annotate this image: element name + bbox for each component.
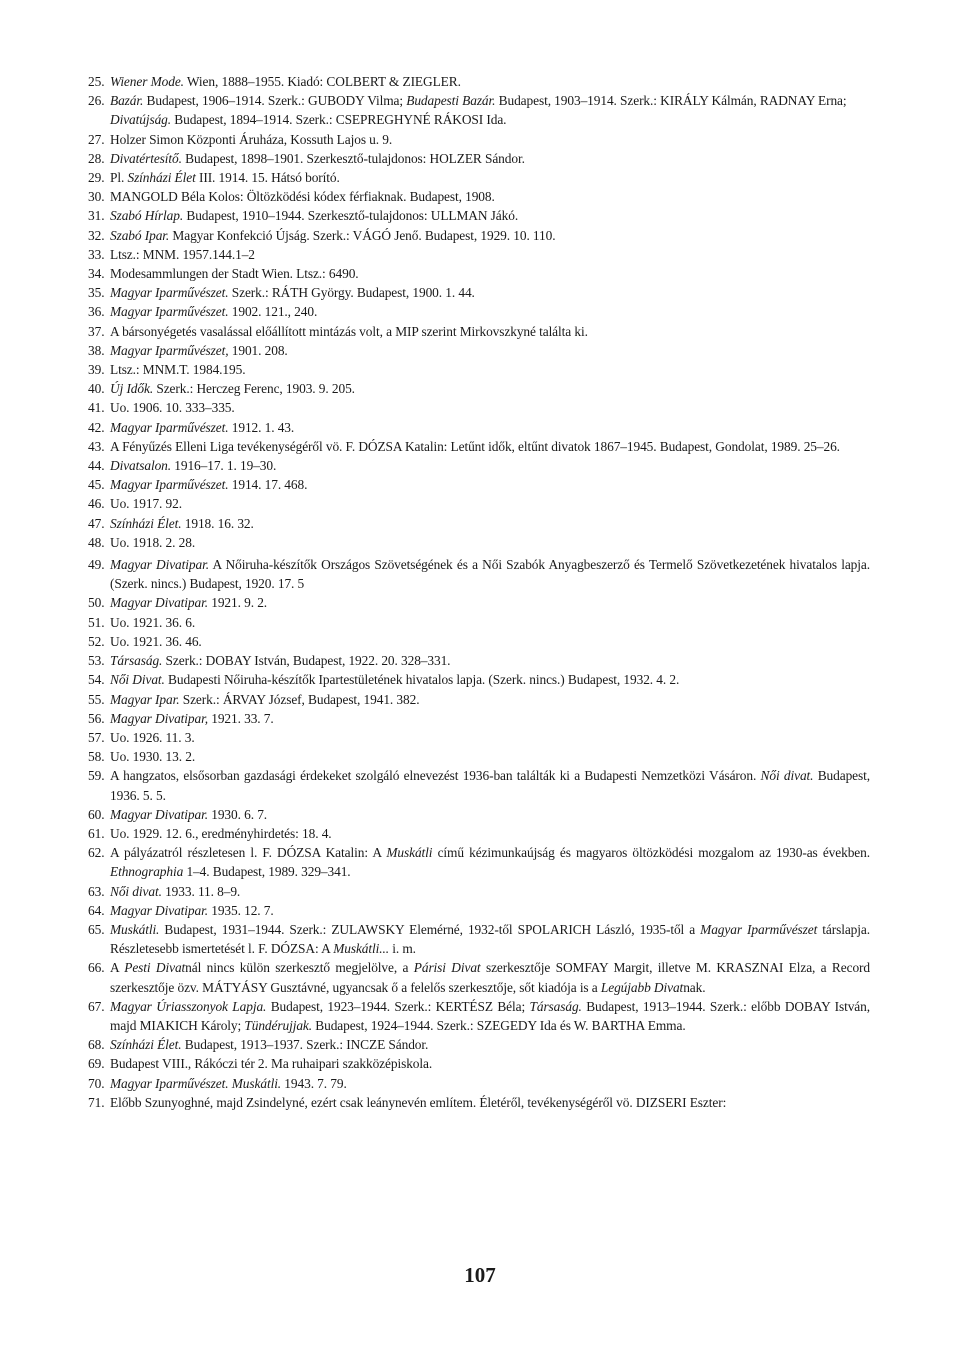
endnote-title-italic: Szabó Ipar. xyxy=(110,227,170,243)
endnote-text-segment: Budapest, 1906–1914. Szerk.: GUBODY Vilma; xyxy=(143,93,407,109)
endnote-number: 59. xyxy=(88,768,105,784)
endnote-item xyxy=(88,475,870,494)
endnote-number: 54. xyxy=(88,672,105,688)
endnote-number: 61. xyxy=(88,825,105,841)
endnote-title-italic: Magyar Iparművészet. xyxy=(110,1075,229,1091)
endnote-text-segment: 1–4. Budapest, 1989. 329–341. xyxy=(183,864,351,880)
endnote-text xyxy=(110,672,679,687)
endnote-number: 67. xyxy=(88,998,105,1014)
endnote-text-segment: Szerk.: ÁRVAY József, Budapest, 1941. 382. xyxy=(179,691,420,707)
endnote-text xyxy=(110,1095,726,1110)
endnote-number: 48. xyxy=(88,534,105,550)
endnote-title-italic: Budapesti Bazár. xyxy=(406,93,496,109)
endnote-text xyxy=(110,132,392,147)
endnote-number: 68. xyxy=(88,1037,105,1053)
endnote-text-segment: A pályázatról részletesen l. F. DÓZSA Katalin: A xyxy=(110,845,387,861)
endnote-title-italic: Muskátli... xyxy=(333,941,389,957)
endnote-number: 70. xyxy=(88,1075,105,1091)
endnote-number: 44. xyxy=(88,458,105,474)
endnote-text-segment: Uo. 1917. 92. xyxy=(110,496,182,512)
endnote-text xyxy=(110,304,317,319)
endnote-text-segment: Budapest VIII., Rákóczi tér 2. Ma ruhaipari szakközépiskola. xyxy=(110,1056,433,1072)
endnote-text xyxy=(110,634,202,649)
endnote-number: 43. xyxy=(88,438,105,454)
endnote-text-segment: A bársonyégetés vasalással előállított mintázás volt, a MIP szerint Mirkovszkyné találta ki. xyxy=(110,323,588,339)
endnote-item xyxy=(88,322,870,341)
endnote-item xyxy=(88,593,870,612)
endnote-item xyxy=(88,264,870,283)
endnote-title-italic: Magyar Divatipar. xyxy=(110,595,208,611)
endnote-title-italic: Női divat. xyxy=(760,768,814,784)
endnote-item xyxy=(88,283,870,302)
endnote-text-segment: társlapja. Részletesebb ismertetését l. F. DÓZSA: A xyxy=(110,921,870,957)
endnote-title-italic: Magyar Ipar. xyxy=(110,691,180,707)
endnote-item xyxy=(88,997,870,1035)
endnote-text xyxy=(110,189,495,204)
endnote-text xyxy=(110,692,419,707)
endnote-text-segment: A Fényűzés Elleni Liga tevékenységéről vö. F. DÓZSA Katalin: Letűnt idők, eltűnt divatok 1867–1945. Budapest, Gondolat, 1989. 25–26. xyxy=(110,438,840,454)
endnote-text xyxy=(110,496,182,511)
endnote-text-segment: Budapest, 1903–1914. Szerk.: KIRÁLY Kálmán, RADNAY Erna; xyxy=(495,93,847,109)
endnote-text-segment: 1901. 208. xyxy=(228,342,288,358)
endnote-text xyxy=(110,826,332,841)
endnote-number: 66. xyxy=(88,960,105,976)
endnote-number: 71. xyxy=(88,1094,105,1110)
endnote-text-segment: A xyxy=(110,960,125,976)
endnote-text-segment: Uo. 1921. 36. 46. xyxy=(110,633,202,649)
endnote-text-segment: 1912. 1. 43. xyxy=(228,419,295,435)
page-number: 107 xyxy=(464,1263,496,1287)
endnote-text-segment: Budapest, 1898–1901. Szerkesztő-tulajdonos: HOLZER Sándor. xyxy=(181,150,525,166)
endnote-number: 53. xyxy=(88,653,105,669)
endnote-number: 52. xyxy=(88,633,105,649)
endnote-title-italic: Pesti Divat xyxy=(124,960,186,976)
endnote-item xyxy=(88,245,870,264)
endnote-text xyxy=(110,93,847,127)
endnote-title-italic: Bazár. xyxy=(110,93,144,109)
endnote-item xyxy=(88,1054,870,1073)
endnote-title-italic: Párisi Divat xyxy=(413,960,481,976)
endnote-item xyxy=(88,1093,870,1112)
endnote-number: 46. xyxy=(88,496,105,512)
endnote-number: 57. xyxy=(88,729,105,745)
endnote-number: 28. xyxy=(88,150,105,166)
endnote-title-italic: Legújabb Divat xyxy=(600,979,684,995)
endnote-text-segment: Budapest, 1936. 5. 5. xyxy=(110,768,870,803)
endnote-text-segment: i. m. xyxy=(389,941,416,957)
endnote-item xyxy=(88,670,870,689)
endnote-text xyxy=(110,477,307,492)
endnote-title-italic: Muskátli xyxy=(386,845,433,861)
endnote-text-segment: Uo. 1929. 12. 6., eredményhirdetés: 18. 4. xyxy=(110,825,332,841)
endnote-item xyxy=(88,72,870,91)
endnote-number: 34. xyxy=(88,266,105,282)
endnote-text xyxy=(110,1056,432,1071)
endnote-item xyxy=(88,91,870,129)
endnote-number: 38. xyxy=(88,342,105,358)
endnote-number: 25. xyxy=(88,74,105,89)
endnote-text-segment: Uo. 1918. 2. 28. xyxy=(110,534,196,550)
endnote-item xyxy=(88,747,870,766)
endnote-number: 47. xyxy=(88,515,105,531)
endnote-number: 58. xyxy=(88,749,105,765)
endnote-number: 65. xyxy=(88,921,105,937)
endnote-title-italic: Színházi Élet xyxy=(127,170,196,186)
endnote-number: 39. xyxy=(88,362,105,378)
endnote-number: 69. xyxy=(88,1056,105,1072)
endnote-item xyxy=(88,920,870,958)
endnote-number: 50. xyxy=(88,595,105,611)
endnote-item xyxy=(88,958,870,996)
endnote-number: 62. xyxy=(88,845,105,861)
endnote-text xyxy=(110,1037,428,1052)
endnote-title-italic: Magyar Úriasszonyok Lapja. xyxy=(110,998,267,1014)
endnote-text xyxy=(110,768,870,802)
endnote-text-segment: Budapest, 1894–1914. Szerk.: CSEPREGHYNÉ RÁKOSI Ida. xyxy=(171,112,507,128)
endnote-text-segment: 1921. 33. 7. xyxy=(207,710,274,726)
endnote-text-segment: 1914. 17. 468. xyxy=(228,477,308,493)
endnote-number: 41. xyxy=(88,400,105,416)
endnote-text-segment: 1930. 6. 7. xyxy=(207,806,268,822)
endnote-number: 60. xyxy=(88,806,105,822)
endnote-text xyxy=(110,151,525,166)
endnote-title-italic: Magyar Iparművészet. xyxy=(110,477,229,493)
endnote-number: 26. xyxy=(88,93,105,109)
endnote-text-segment: Budapesti Nőiruha-készítők Ipartestületének hivatalos lapja. (Szerk. nincs.) Budapest, 1932. 4. 2. xyxy=(164,672,680,688)
endnote-number: 30. xyxy=(88,189,105,205)
endnote-item xyxy=(88,398,870,417)
endnote-text xyxy=(110,381,355,396)
endnote-title-italic: Színházi Élet. xyxy=(110,1037,182,1053)
endnote-text-segment: Budapest, 1910–1944. Szerkesztő-tulajdonos: ULLMAN Jákó. xyxy=(183,208,519,224)
endnote-number: 56. xyxy=(88,710,105,726)
endnote-item xyxy=(88,302,870,321)
endnote-number: 36. xyxy=(88,304,105,320)
endnote-item xyxy=(88,1035,870,1054)
endnote-item xyxy=(88,882,870,901)
endnote-text-segment: 1902. 121., 240. xyxy=(228,304,318,320)
endnote-item xyxy=(88,613,870,632)
endnote-text xyxy=(110,266,359,281)
endnote-text-segment: 1935. 12. 7. xyxy=(207,902,274,918)
endnote-text-segment: Ltsz.: MNM.T. 1984.195. xyxy=(110,362,246,378)
endnote-title-italic: Magyar Divatipar. xyxy=(110,557,209,573)
endnote-item xyxy=(88,766,870,804)
endnote-text-segment: 1918. 16. 32. xyxy=(181,515,254,531)
endnote-text xyxy=(110,557,870,591)
endnote-number: 27. xyxy=(88,131,105,147)
endnote-text-segment: 1916–17. 1. 19–30. xyxy=(171,458,277,474)
endnote-title-italic: Szabó Hírlap. xyxy=(110,208,184,224)
endnote-number: 29. xyxy=(88,170,105,186)
endnote-item xyxy=(88,437,870,456)
endnote-item xyxy=(88,379,870,398)
endnote-number: 49. xyxy=(88,557,105,573)
endnote-item xyxy=(88,690,870,709)
endnote-number: 45. xyxy=(88,477,105,493)
endnote-text xyxy=(110,960,870,994)
endnote-text xyxy=(110,845,870,879)
endnote-text xyxy=(110,653,450,668)
endnote-title-italic: Muskátli. xyxy=(110,921,160,937)
endnote-item xyxy=(88,206,870,225)
endnote-title-italic: Ethnographia xyxy=(110,864,184,880)
endnote-text xyxy=(110,343,288,358)
endnote-text xyxy=(110,711,274,726)
endnote-text xyxy=(110,903,274,918)
endnote-title-italic: Tündérujjak. xyxy=(244,1017,313,1033)
endnote-title-italic: Magyar Iparművészet. xyxy=(110,285,229,301)
endnote-text xyxy=(110,595,267,610)
endnote-item xyxy=(88,728,870,747)
endnote-title-italic: Magyar Divatipar. xyxy=(110,806,208,822)
endnote-title-italic: Társaság. xyxy=(529,998,582,1014)
endnote-text-segment: A hangzatos, elsősorban gazdasági érdekeket szolgáló elnevezést 1936-ban találták ki a Budapesti Nemzetközi Vásáron. xyxy=(110,768,761,784)
endnote-text-segment: Budapest, 1913–1937. Szerk.: INCZE Sándor. xyxy=(181,1037,429,1053)
endnote-text-segment: 1933. 11. 8–9. xyxy=(161,883,241,899)
endnote-text xyxy=(110,362,245,377)
endnote-item xyxy=(88,187,870,206)
endnote-item xyxy=(88,651,870,670)
endnote-item xyxy=(88,168,870,187)
endnote-number: 55. xyxy=(88,691,105,707)
endnote-text xyxy=(110,74,461,89)
endnote-text xyxy=(110,439,840,454)
endnote-text xyxy=(110,208,518,223)
endnote-item xyxy=(88,843,870,881)
endnote-title-italic: Magyar Iparművészet. xyxy=(110,304,229,320)
endnote-text-segment: Előbb Szunyoghné, majd Zsindelyné, ezért csak leánynevén említem. Életéről, tevékenységéről vö. DIZSERI Eszter: xyxy=(110,1094,727,1110)
endnote-title-italic: Női divat. xyxy=(110,883,162,899)
endnote-text xyxy=(110,400,235,415)
endnote-text-segment: III. 1914. 15. Hátsó borító. xyxy=(195,170,340,186)
endnote-text xyxy=(110,749,195,764)
endnote-number: 51. xyxy=(88,614,105,630)
endnote-item xyxy=(88,824,870,843)
endnote-text xyxy=(110,516,254,531)
endnote-text-segment: Uo. 1926. 11. 3. xyxy=(110,729,195,745)
endnote-title-italic: Muskátli. xyxy=(231,1075,282,1091)
endnote-text xyxy=(110,324,588,339)
endnote-text-segment: Budapest, 1931–1944. Szerk.: ZULAWSKY Elemérné, 1932-től SPOLARICH László, 1935-től a xyxy=(159,921,701,937)
endnote-item xyxy=(88,130,870,149)
endnote-text-segment: nak. xyxy=(683,979,706,995)
endnote-title-italic: Divatsalon. xyxy=(110,458,172,474)
endnote-text xyxy=(110,535,195,550)
endnote-text-segment: Wien, 1888–1955. Kiadó: COLBERT & ZIEGLER. xyxy=(183,74,461,89)
endnote-title-italic: Divatértesítő. xyxy=(110,150,182,166)
endnote-text-segment: Szerk.: DOBAY István, Budapest, 1922. 20. 328–331. xyxy=(162,653,451,669)
endnote-item xyxy=(88,1074,870,1093)
endnote-text xyxy=(110,999,870,1033)
endnote-item xyxy=(88,226,870,245)
endnote-item xyxy=(88,456,870,475)
endnote-text xyxy=(110,807,267,822)
endnote-text-segment: Budapest, 1913–1944. Szerk.: előbb DOBAY István, majd MIAKICH Károly; xyxy=(110,998,870,1033)
endnote-text-segment: című kézimunkaújság és magyaros öltözködési mozgalom az 1930-as években. xyxy=(432,845,870,861)
endnote-number: 35. xyxy=(88,285,105,301)
endnote-text-segment: Uo. 1930. 13. 2. xyxy=(110,749,196,765)
endnote-text xyxy=(110,170,340,185)
endnote-text-segment: 1943. 7. 79. xyxy=(281,1075,347,1091)
endnote-text-segment: MANGOLD Béla Kolos: Öltözködési kódex férfiaknak. Budapest, 1908. xyxy=(110,189,495,205)
endnote-text xyxy=(110,285,475,300)
endnote-item xyxy=(88,555,870,593)
endnote-text-segment: Szerk.: Herczeg Ferenc, 1903. 9. 205. xyxy=(153,381,355,397)
endnote-text xyxy=(110,615,195,630)
endnote-item xyxy=(88,494,870,513)
endnote-item xyxy=(88,805,870,824)
endnote-text xyxy=(110,730,195,745)
endnote-text-segment: Budapest, 1923–1944. Szerk.: KERTÉSZ Béla; xyxy=(266,998,530,1014)
endnote-text-segment: Magyar Konfekció Újság. Szerk.: VÁGÓ Jenő. Budapest, 1929. 10. 110. xyxy=(169,227,556,243)
endnote-item xyxy=(88,709,870,728)
endnote-title-italic: Magyar Divatipar. xyxy=(110,902,208,918)
endnote-title-italic: Magyar Iparművészet xyxy=(700,921,818,937)
endnote-number: 42. xyxy=(88,419,105,435)
endnote-title-italic: Divatújság. xyxy=(110,112,172,128)
endnote-title-italic: Wiener Mode. xyxy=(110,74,184,89)
endnote-item xyxy=(88,533,870,552)
endnote-text-segment: Uo. 1921. 36. 6. xyxy=(110,614,196,630)
endnote-title-italic: Új Idők. xyxy=(110,381,154,397)
endnote-text-segment: nál nincs külön szerkesztő megjelölve, a xyxy=(185,960,414,976)
endnote-text-segment: Uo. 1906. 10. 333–335. xyxy=(110,400,235,416)
endnote-number: 63. xyxy=(88,883,105,899)
endnote-item xyxy=(88,418,870,437)
endnote-text xyxy=(110,247,255,262)
endnote-title-italic: Színházi Élet. xyxy=(110,515,182,531)
endnote-number: 64. xyxy=(88,902,105,918)
endnote-text-segment: Pl. xyxy=(110,170,128,186)
endnote-text xyxy=(110,884,240,899)
endnote-text-segment: Ltsz.: MNM. 1957.144.1–2 xyxy=(110,246,255,262)
endnotes-list xyxy=(88,72,870,1112)
endnote-number: 31. xyxy=(88,208,105,224)
endnote-number: 37. xyxy=(88,323,105,339)
endnote-text xyxy=(110,922,870,956)
endnote-item xyxy=(88,341,870,360)
endnote-text-segment: Szerk.: RÁTH György. Budapest, 1900. 1. 44. xyxy=(228,285,475,301)
endnote-text xyxy=(110,228,555,243)
endnote-item xyxy=(88,514,870,533)
endnote-text-segment: Holzer Simon Központi Áruháza, Kossuth Lajos u. 9. xyxy=(110,131,393,147)
endnote-text xyxy=(110,1076,347,1091)
endnote-title-italic: Női Divat. xyxy=(110,672,165,688)
endnote-number: 40. xyxy=(88,381,105,397)
endnote-text-segment: A Nőiruha-készítők Országos Szövetségének és a Női Szabók Anyagbeszerző és Termelő Szövetkezetének hivatalos lapja. (Szerk. nincs.) Budapest, 1920. 17. 5 xyxy=(110,557,870,592)
endnote-number: 33. xyxy=(88,246,105,262)
endnote-title-italic: Magyar Iparművészet. xyxy=(110,419,229,435)
endnote-item xyxy=(88,632,870,651)
endnote-item xyxy=(88,360,870,379)
endnote-text-segment: szerkesztője SOMFAY Margit, illetve M. KRASZNAI Elza, a Record szerkesztője özv. MÁTYÁSY Gusztávné, ugyancsak ő a felelős szerkesztője, sőt kiadója is a xyxy=(110,960,870,995)
endnote-text xyxy=(110,458,276,473)
endnote-item xyxy=(88,901,870,920)
endnote-title-italic: Magyar Iparművészet, xyxy=(110,342,229,358)
endnote-title-italic: Társaság. xyxy=(110,653,163,669)
endnote-text-segment: 1921. 9. 2. xyxy=(207,595,268,611)
endnote-text xyxy=(110,420,294,435)
endnote-number: 32. xyxy=(88,227,105,243)
endnote-text-segment: Modesammlungen der Stadt Wien. Ltsz.: 6490. xyxy=(110,266,359,282)
endnote-title-italic: Magyar Divatipar, xyxy=(110,710,208,726)
endnote-item xyxy=(88,149,870,168)
endnote-text-segment: Budapest, 1924–1944. Szerk.: SZEGEDY Ida és W. BARTHA Emma. xyxy=(312,1017,686,1033)
